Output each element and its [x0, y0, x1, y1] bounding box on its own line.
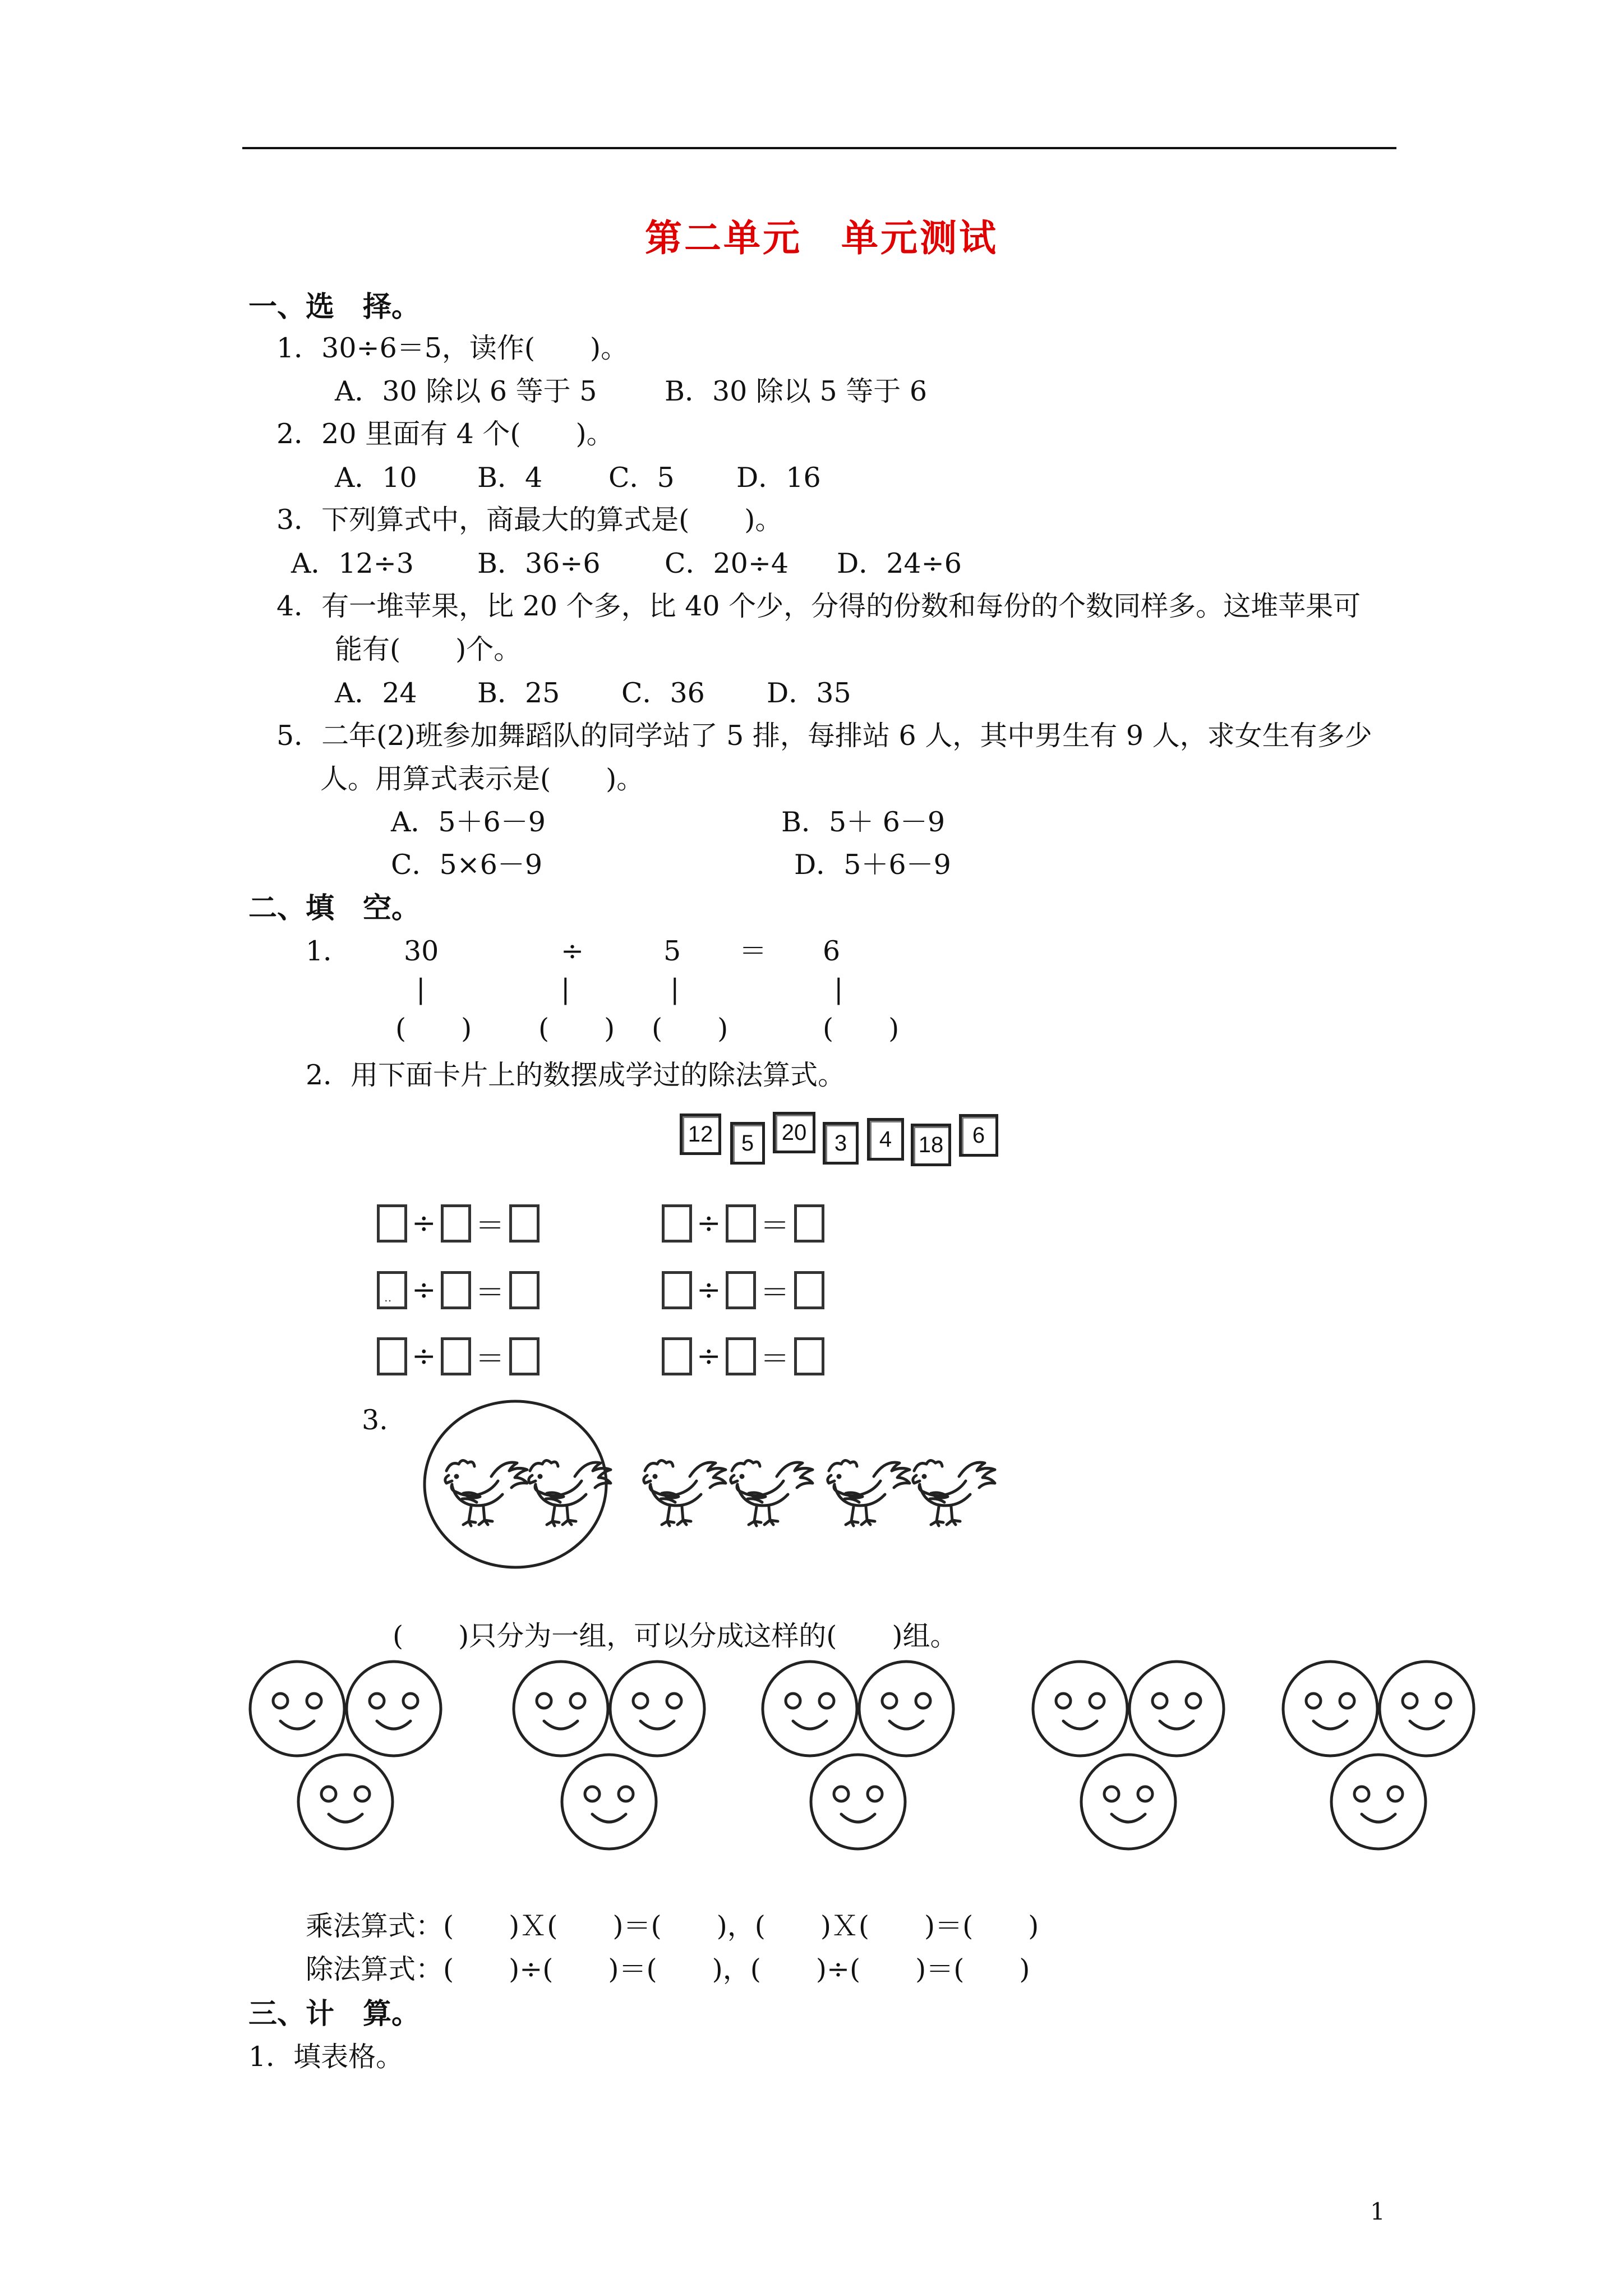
divide-sign: ÷	[412, 1206, 436, 1240]
smiley-group	[514, 1662, 704, 1849]
section-2-heading: 二、填 空。	[248, 891, 421, 925]
equals-sign: ＝	[760, 1209, 790, 1243]
q3-option-d: D．24÷6	[837, 547, 962, 579]
q1-option-b: B．30 除以 5 等于 6	[665, 375, 928, 407]
fill-q1-bar: |	[416, 973, 426, 1005]
fill-q1-quotient: 6	[823, 935, 841, 967]
smiley-group	[1283, 1662, 1474, 1849]
calc-q1: 1．填表格。	[248, 2041, 404, 2073]
q2-stem: 2．20 里面有 4 个( )。	[276, 418, 614, 450]
dots-mark: ‥	[384, 1290, 392, 1304]
number-card: 18	[911, 1124, 951, 1166]
q4-option-d: D．35	[767, 677, 851, 709]
smiley-group	[763, 1662, 953, 1849]
fill-q3-number: 3.	[362, 1404, 388, 1436]
q5-stem-line1: 5．二年(2)班参加舞蹈队的同学站了 5 排，每排站 6 人，其中男生有 9 人，求女生有多少	[276, 720, 1372, 752]
q4-option-c: C．36	[621, 677, 705, 709]
divide-sign: ÷	[697, 1206, 721, 1240]
fill-q1-bar: |	[834, 973, 843, 1005]
number-card: 4	[867, 1118, 904, 1161]
fill-q3-line: ( )只分为一组，可以分成这样的( )组。	[393, 1620, 958, 1652]
fill-q1-blank-quotient[interactable]: ( )	[823, 1013, 900, 1045]
equals-sign: ＝	[760, 1276, 790, 1310]
equals-sign: ＝	[475, 1276, 505, 1310]
fill-q1-number: 1．	[306, 935, 351, 967]
q5-option-b: B．5＋ 6－9	[781, 806, 946, 838]
q2-option-c: C．5	[608, 462, 675, 494]
smiley-group	[250, 1662, 441, 1849]
section-1-heading: 一、选 择。	[248, 290, 421, 324]
divide-sign: ÷	[697, 1339, 721, 1373]
q2-option-a: A．10	[335, 462, 417, 494]
smiley-icon	[1380, 1662, 1474, 1756]
smiley-icon	[514, 1662, 608, 1756]
q5-option-c: C．5×6－9	[391, 849, 543, 881]
fill-q1-equals: ＝	[739, 935, 767, 967]
divide-sign: ÷	[697, 1273, 721, 1307]
smiley-icon	[610, 1662, 704, 1756]
fill-q1-divide-sign: ÷	[561, 935, 584, 967]
smiley-icon	[562, 1755, 656, 1849]
number-card: 5	[730, 1122, 765, 1165]
q5-stem-line2: 人。用算式表示是( )。	[320, 763, 644, 795]
fill-q1-bar: |	[670, 973, 680, 1005]
smiley-icon	[1081, 1755, 1175, 1849]
q4-option-a: A．24	[335, 677, 417, 709]
smiley-icon	[859, 1662, 953, 1756]
fill-q1-divisor: 5	[663, 935, 681, 967]
q2-option-d: D．16	[736, 462, 821, 494]
section-3-heading: 三、计 算。	[248, 1997, 421, 2031]
q2-option-b: B．4	[477, 462, 543, 494]
number-card: 3	[823, 1122, 859, 1165]
q5-option-d: D．5＋6－9	[794, 849, 951, 881]
smiley-icon	[1129, 1662, 1224, 1756]
q3-option-a: A．12÷3	[291, 547, 414, 579]
equals-sign: ＝	[760, 1342, 790, 1376]
smiley-icon	[250, 1662, 344, 1756]
smiley-icon	[1331, 1755, 1426, 1849]
fill-q1-blank-divisor[interactable]: ( )	[652, 1013, 728, 1045]
number-card: 12	[680, 1114, 721, 1155]
q4-stem-line2: 能有( )个。	[335, 633, 522, 665]
smiley-icon	[347, 1662, 441, 1756]
q4-option-b: B．25	[477, 677, 560, 709]
fill-q1-blank-dividend[interactable]: ( )	[395, 1013, 472, 1045]
q3-option-c: C．20÷4	[665, 547, 789, 579]
q4-stem-line1: 4．有一堆苹果，比 20 个多，比 40 个少，分得的份数和每份的个数同样多。这堆苹果可	[276, 590, 1361, 622]
smiley-group	[1033, 1662, 1224, 1849]
divide-sign: ÷	[412, 1273, 436, 1307]
q3-option-b: B．36÷6	[477, 547, 601, 579]
q1-stem: 1．30÷6＝5，读作( )。	[276, 332, 629, 364]
q3-stem: 3．下列算式中，商最大的算式是( )。	[276, 504, 783, 536]
page-number: 1	[1370, 2198, 1385, 2225]
fill-q2-stem: 2．用下面卡片上的数摆成学过的除法算式。	[306, 1059, 846, 1091]
q1-option-a: A．30 除以 6 等于 5	[335, 375, 597, 407]
smiley-icon	[811, 1755, 905, 1849]
fill-q1-dividend: 30	[404, 935, 439, 967]
divide-sign: ÷	[412, 1339, 436, 1373]
fill-q1-blank-sign[interactable]: ( )	[538, 1013, 615, 1045]
multiplication-formula-line: 乘法算式：( )Ｘ( )＝( )，( )Ｘ( )＝( )	[306, 1910, 1039, 1942]
q5-option-a: A．5＋6－9	[391, 806, 546, 838]
equals-sign: ＝	[475, 1209, 505, 1243]
number-card: 20	[773, 1112, 815, 1153]
fill-q1-bar: |	[561, 973, 570, 1005]
number-card: 6	[959, 1114, 998, 1157]
smiley-icon	[1033, 1662, 1127, 1756]
division-formula-line: 除法算式：( )÷( )＝( )，( )÷( )＝( )	[306, 1953, 1030, 1985]
smiley-icon	[1283, 1662, 1377, 1756]
smiley-icon	[298, 1755, 393, 1849]
page-title: 第二单元 单元测试	[645, 216, 998, 260]
smiley-icon	[763, 1662, 857, 1756]
equals-sign: ＝	[475, 1342, 505, 1376]
